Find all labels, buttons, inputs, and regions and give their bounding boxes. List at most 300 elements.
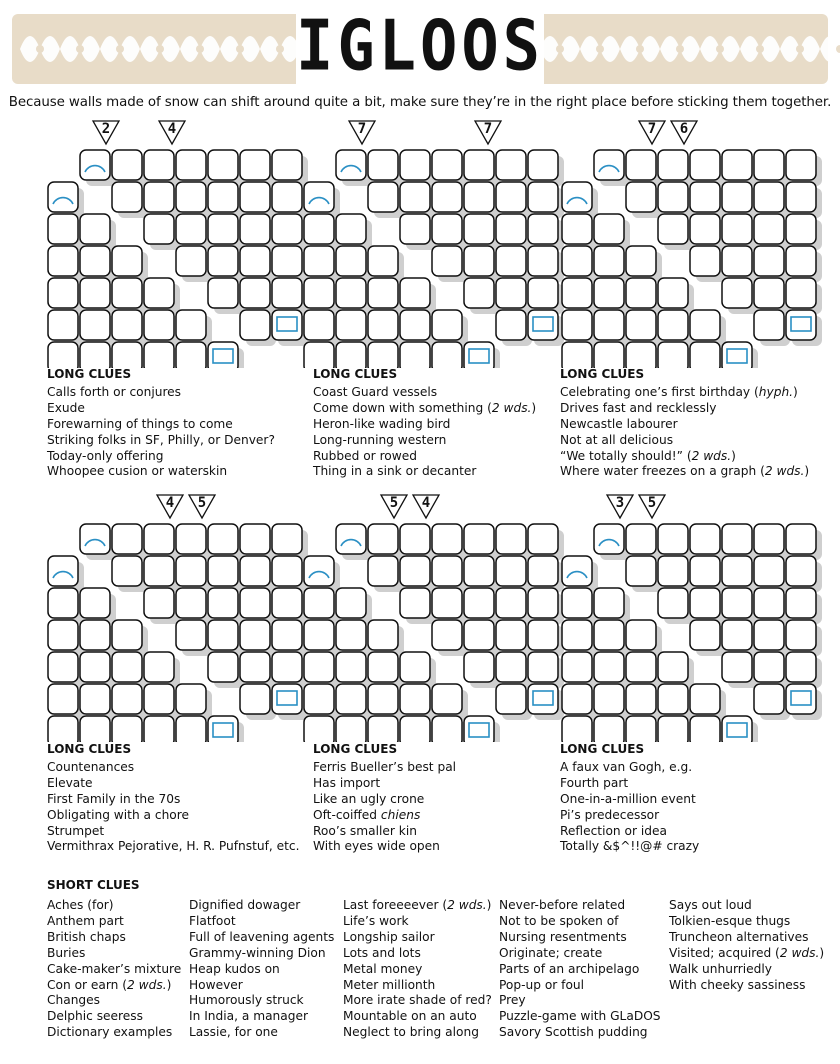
grid-cell[interactable]: [496, 524, 526, 554]
grid-cell[interactable]: [240, 620, 270, 650]
grid-cell[interactable]: [304, 588, 334, 618]
grid-cell[interactable]: [176, 716, 206, 742]
clue: Says out loud: [669, 898, 752, 912]
grid-cell[interactable]: [496, 310, 526, 340]
grid-cell[interactable]: [112, 620, 142, 650]
grid-cell[interactable]: [368, 524, 398, 554]
grid-cell[interactable]: [658, 652, 688, 682]
clue: Has import: [313, 775, 381, 790]
grid-cell[interactable]: [594, 588, 624, 618]
grid-cell[interactable]: [368, 620, 398, 650]
grid-cell[interactable]: [240, 524, 270, 554]
grid-cell[interactable]: [48, 620, 78, 650]
grid-cell[interactable]: [240, 684, 270, 714]
grid-cell[interactable]: [690, 342, 720, 368]
grid-cell[interactable]: [336, 214, 366, 244]
grid-cell[interactable]: [432, 246, 462, 276]
grid-cell[interactable]: [496, 556, 526, 586]
grid-cell[interactable]: [786, 556, 816, 586]
grid-cell[interactable]: [208, 278, 238, 308]
grid-cell[interactable]: [464, 214, 494, 244]
grid-cell[interactable]: [690, 182, 720, 212]
grid-cell[interactable]: [722, 214, 752, 244]
grid-cell[interactable]: [786, 620, 816, 650]
short-clue-column: [189, 898, 334, 1041]
grid-cell[interactable]: [722, 652, 752, 682]
grid-cell[interactable]: [112, 182, 142, 212]
grid-svg: [554, 118, 824, 368]
grid-cell[interactable]: [432, 716, 462, 742]
grid-cell[interactable]: [786, 588, 816, 618]
grid-cell[interactable]: [754, 246, 784, 276]
grid-cell[interactable]: [80, 684, 110, 714]
grid-cell[interactable]: [176, 620, 206, 650]
grid-cell[interactable]: [48, 716, 78, 742]
grid-cell[interactable]: [304, 652, 334, 682]
grid-cell[interactable]: [658, 524, 688, 554]
clue: Cake-maker’s mixture: [47, 961, 182, 976]
clue: Truncheon alternatives: [669, 929, 809, 944]
grid-cell[interactable]: [432, 214, 462, 244]
clue: Where water freezes on a graph (2 wds.): [560, 464, 810, 479]
clue: Anthem part: [47, 913, 124, 928]
grid-cell[interactable]: [144, 342, 174, 368]
grid-cell[interactable]: [80, 214, 110, 244]
grid-cell[interactable]: [464, 524, 494, 554]
grid-cell[interactable]: [368, 246, 398, 276]
intro-text: Because walls made of snow can shift around quite a bit, make sure they’re in the right place before sticking them together.: [8, 95, 832, 110]
grid-cell[interactable]: [562, 652, 592, 682]
grid-cell[interactable]: [368, 342, 398, 368]
grid-cell[interactable]: [562, 684, 592, 714]
grid-svg: [40, 492, 310, 742]
grid-cell[interactable]: [432, 524, 462, 554]
grid-cell[interactable]: [400, 182, 430, 212]
grid-cell[interactable]: [496, 684, 526, 714]
clue-count: 7: [647, 121, 657, 137]
grid-cell[interactable]: [562, 214, 592, 244]
grid-cell[interactable]: [562, 620, 592, 650]
clue-count: 4: [421, 495, 431, 511]
grid-cell[interactable]: [400, 310, 430, 340]
grid-cell[interactable]: [240, 246, 270, 276]
clue-count: 4: [167, 121, 177, 137]
grid-cell[interactable]: [176, 524, 206, 554]
grid-cell[interactable]: [400, 524, 430, 554]
grid-cell[interactable]: [690, 246, 720, 276]
grid-cell[interactable]: [112, 246, 142, 276]
grid-cell[interactable]: [626, 620, 656, 650]
grid-cell[interactable]: [562, 310, 592, 340]
clue: Heron-like wading bird: [313, 416, 451, 431]
clue: Exude: [47, 400, 85, 415]
grid-cell[interactable]: [754, 214, 784, 244]
grid-cell[interactable]: [464, 588, 494, 618]
grid-cell[interactable]: [304, 214, 334, 244]
grid-cell[interactable]: [336, 588, 366, 618]
grid-cell[interactable]: [786, 182, 816, 212]
grid-cell[interactable]: [400, 342, 430, 368]
grid-cell[interactable]: [562, 246, 592, 276]
grid-cell[interactable]: [240, 652, 270, 682]
grid-cell[interactable]: [368, 310, 398, 340]
grid-cell[interactable]: [336, 620, 366, 650]
grid-cell[interactable]: [144, 588, 174, 618]
grid-cell[interactable]: [496, 620, 526, 650]
grid-cell[interactable]: [432, 342, 462, 368]
grid-cell[interactable]: [208, 620, 238, 650]
clue: Today-only offering: [47, 448, 164, 463]
grid-cell[interactable]: [690, 310, 720, 340]
grid-cell[interactable]: [432, 182, 462, 212]
grid-cell[interactable]: [48, 246, 78, 276]
clue: Striking folks in SF, Philly, or Denver?: [47, 432, 275, 447]
grid-cell[interactable]: [240, 310, 270, 340]
clue-count: 6: [679, 121, 689, 137]
grid-cell[interactable]: [496, 214, 526, 244]
grid-cell[interactable]: [240, 278, 270, 308]
grid-svg: [554, 492, 824, 742]
grid-cell[interactable]: [658, 556, 688, 586]
grid-cell[interactable]: [496, 588, 526, 618]
grid-cell[interactable]: [432, 588, 462, 618]
grid-cell[interactable]: [336, 684, 366, 714]
grid-cell[interactable]: [400, 556, 430, 586]
grid-cell[interactable]: [722, 246, 752, 276]
grid-cell[interactable]: [400, 214, 430, 244]
grid-cell[interactable]: [722, 524, 752, 554]
grid-cell[interactable]: [626, 342, 656, 368]
grid-cell[interactable]: [304, 716, 334, 742]
grid-cell[interactable]: [368, 278, 398, 308]
grid-cell[interactable]: [80, 246, 110, 276]
grid-cell[interactable]: [48, 684, 78, 714]
clue: Countenances: [47, 759, 135, 774]
grid-cell[interactable]: [80, 716, 110, 742]
long-clues-header: LONG CLUES: [560, 367, 645, 381]
grid-cell[interactable]: [594, 246, 624, 276]
grid-cell[interactable]: [48, 652, 78, 682]
grid-cell[interactable]: [786, 524, 816, 554]
clue: Like an ugly crone: [313, 791, 425, 806]
grid-cell[interactable]: [658, 214, 688, 244]
grid-cell[interactable]: [432, 150, 462, 180]
grid-cell[interactable]: [786, 246, 816, 276]
igloo-grid-1: [40, 118, 310, 368]
grid-cell[interactable]: [464, 182, 494, 212]
clue: Coast Guard vessels: [313, 384, 438, 399]
clue: Strumpet: [47, 823, 105, 838]
grid-cell[interactable]: [658, 150, 688, 180]
grid-cell[interactable]: [400, 716, 430, 742]
igloo-grid-3: [554, 118, 824, 368]
grid-cell[interactable]: [208, 182, 238, 212]
grid-cell[interactable]: [594, 214, 624, 244]
grid-cell[interactable]: [786, 278, 816, 308]
grid-cell[interactable]: [432, 310, 462, 340]
grid-cell[interactable]: [754, 588, 784, 618]
grid-cell[interactable]: [304, 278, 334, 308]
grid-cell[interactable]: [144, 556, 174, 586]
grid-cell[interactable]: [722, 620, 752, 650]
grid-cell[interactable]: [176, 684, 206, 714]
grid-cell[interactable]: [240, 150, 270, 180]
grid-cell[interactable]: [496, 150, 526, 180]
grid-cell[interactable]: [304, 246, 334, 276]
igloo-grid-5: [296, 492, 566, 742]
grid-cell[interactable]: [464, 246, 494, 276]
grid-cell[interactable]: [368, 182, 398, 212]
grid-cell[interactable]: [464, 150, 494, 180]
grid-cell[interactable]: [626, 182, 656, 212]
grid-cell[interactable]: [112, 684, 142, 714]
grid-cell[interactable]: [690, 214, 720, 244]
grid-cell[interactable]: [658, 588, 688, 618]
grid-cell[interactable]: [754, 620, 784, 650]
grid-cell[interactable]: [690, 150, 720, 180]
clue: Elevate: [47, 775, 93, 790]
grid-cell[interactable]: [176, 310, 206, 340]
grid-cell[interactable]: [208, 652, 238, 682]
grid-cell[interactable]: [626, 652, 656, 682]
grid-cell[interactable]: [112, 342, 142, 368]
grid-cell[interactable]: [176, 214, 206, 244]
grid-cell[interactable]: [112, 716, 142, 742]
grid-cell[interactable]: [432, 620, 462, 650]
grid-cell[interactable]: [754, 524, 784, 554]
clue-count: 3: [615, 495, 625, 511]
long-clues-3: [560, 367, 809, 480]
grid-cell[interactable]: [594, 278, 624, 308]
grid-cell[interactable]: [336, 278, 366, 308]
grid-cell[interactable]: [754, 278, 784, 308]
grid-cell[interactable]: [368, 652, 398, 682]
grid-cell[interactable]: [80, 278, 110, 308]
clue: Drives fast and recklessly: [560, 400, 717, 415]
grid-cell[interactable]: [658, 684, 688, 714]
grid-cell[interactable]: [658, 182, 688, 212]
grid-cell[interactable]: [144, 684, 174, 714]
clue: Buries: [47, 945, 86, 960]
grid-cell[interactable]: [304, 684, 334, 714]
grid-cell[interactable]: [626, 684, 656, 714]
clue: Whoopee cusion or waterskin: [47, 464, 228, 479]
grid-cell[interactable]: [80, 620, 110, 650]
grid-cell[interactable]: [722, 150, 752, 180]
grid-cell[interactable]: [432, 684, 462, 714]
grid-cell[interactable]: [658, 716, 688, 742]
grid-cell[interactable]: [496, 182, 526, 212]
grid-cell[interactable]: [400, 278, 430, 308]
grid-cell[interactable]: [722, 182, 752, 212]
grid-cell[interactable]: [368, 716, 398, 742]
grid-cell[interactable]: [112, 652, 142, 682]
clue-count: 5: [197, 495, 207, 511]
grid-cell[interactable]: [336, 246, 366, 276]
grid-cell[interactable]: [368, 150, 398, 180]
grid-cell[interactable]: [400, 150, 430, 180]
grid-cell[interactable]: [690, 556, 720, 586]
grid-cell[interactable]: [336, 652, 366, 682]
grid-cell[interactable]: [594, 342, 624, 368]
grid-cell[interactable]: [754, 684, 784, 714]
grid-cell[interactable]: [112, 150, 142, 180]
grid-cell[interactable]: [626, 150, 656, 180]
grid-cell[interactable]: [690, 684, 720, 714]
grid-cell[interactable]: [594, 652, 624, 682]
grid-cell[interactable]: [722, 278, 752, 308]
grid-cell[interactable]: [400, 684, 430, 714]
grid-cell[interactable]: [562, 716, 592, 742]
grid-cell[interactable]: [658, 278, 688, 308]
clue: Heap kudos on: [189, 961, 280, 976]
grid-cell[interactable]: [690, 620, 720, 650]
clue: Not to be spoken of: [499, 913, 619, 928]
grid-cell[interactable]: [208, 556, 238, 586]
grid-cell[interactable]: [48, 278, 78, 308]
clue: “We totally should!” (2 wds.): [560, 448, 736, 463]
grid-cell[interactable]: [176, 588, 206, 618]
clue: Celebrating one’s first birthday (hyph.): [560, 384, 798, 399]
grid-cell[interactable]: [594, 620, 624, 650]
grid-cell[interactable]: [336, 310, 366, 340]
grid-cell[interactable]: [112, 278, 142, 308]
grid-svg: [296, 492, 566, 742]
grid-cell[interactable]: [112, 556, 142, 586]
clue: Obligating with a chore: [47, 807, 190, 822]
clue: Calls forth or conjures: [47, 384, 182, 399]
grid-cell[interactable]: [336, 342, 366, 368]
grid-cell[interactable]: [464, 652, 494, 682]
grid-cell[interactable]: [80, 342, 110, 368]
grid-cell[interactable]: [80, 652, 110, 682]
grid-cell[interactable]: [594, 310, 624, 340]
grid-cell[interactable]: [690, 524, 720, 554]
grid-cell[interactable]: [690, 716, 720, 742]
grid-cell[interactable]: [144, 310, 174, 340]
grid-cell[interactable]: [626, 524, 656, 554]
grid-cell[interactable]: [562, 342, 592, 368]
grid-cell[interactable]: [336, 716, 366, 742]
clue: However: [189, 977, 243, 992]
grid-cell[interactable]: [400, 652, 430, 682]
clue: Puzzle-game with GLaDOS: [499, 1009, 661, 1024]
long-clues-1: [47, 367, 275, 480]
grid-cell[interactable]: [722, 556, 752, 586]
grid-cell[interactable]: [48, 310, 78, 340]
grid-cell[interactable]: [368, 556, 398, 586]
clue: Humorously struck: [189, 993, 304, 1008]
clue: First Family in the 70s: [47, 791, 181, 806]
grid-cell[interactable]: [658, 310, 688, 340]
grid-cell[interactable]: [562, 278, 592, 308]
grid-cell[interactable]: [562, 588, 592, 618]
grid-cell[interactable]: [722, 588, 752, 618]
grid-cell[interactable]: [48, 342, 78, 368]
grid-cell[interactable]: [690, 588, 720, 618]
grid-cell[interactable]: [496, 246, 526, 276]
short-clue-column: [47, 898, 181, 1041]
grid-cell[interactable]: [304, 342, 334, 368]
grid-cell[interactable]: [144, 716, 174, 742]
grid-cell[interactable]: [144, 150, 174, 180]
grid-cell[interactable]: [786, 652, 816, 682]
grid-cell[interactable]: [464, 620, 494, 650]
grid-cell[interactable]: [240, 588, 270, 618]
grid-cell[interactable]: [80, 588, 110, 618]
grid-cell[interactable]: [112, 310, 142, 340]
grid-cell[interactable]: [626, 246, 656, 276]
grid-cell[interactable]: [786, 150, 816, 180]
grid-cell[interactable]: [626, 278, 656, 308]
grid-cell[interactable]: [176, 182, 206, 212]
grid-cell[interactable]: [240, 182, 270, 212]
grid-cell[interactable]: [658, 342, 688, 368]
grid-cell[interactable]: [786, 214, 816, 244]
grid-cell[interactable]: [464, 278, 494, 308]
grid-cell[interactable]: [112, 524, 142, 554]
clue: Aches (for): [47, 898, 114, 912]
grid-cell[interactable]: [754, 310, 784, 340]
grid-cell[interactable]: [754, 182, 784, 212]
grid-cell[interactable]: [240, 214, 270, 244]
grid-cell[interactable]: [144, 182, 174, 212]
grid-cell[interactable]: [144, 278, 174, 308]
grid-cell[interactable]: [626, 310, 656, 340]
grid-cell[interactable]: [144, 214, 174, 244]
grid-cell[interactable]: [48, 214, 78, 244]
grid-cell[interactable]: [176, 556, 206, 586]
grid-cell[interactable]: [208, 214, 238, 244]
grid-cell[interactable]: [80, 310, 110, 340]
grid-cell[interactable]: [368, 684, 398, 714]
short-clues-header: SHORT CLUES: [47, 878, 140, 892]
grid-cell[interactable]: [240, 556, 270, 586]
clue: Mountable on an auto: [343, 1009, 477, 1024]
grid-cell[interactable]: [594, 684, 624, 714]
grid-cell[interactable]: [304, 620, 334, 650]
clue: Meter millionth: [343, 977, 436, 992]
grid-cell[interactable]: [496, 278, 526, 308]
igloo-grid-4: [40, 492, 310, 742]
grid-svg: [40, 118, 310, 368]
grid-cell[interactable]: [208, 150, 238, 180]
grid-cell[interactable]: [496, 652, 526, 682]
grid-cell[interactable]: [754, 150, 784, 180]
grid-cell[interactable]: [144, 524, 174, 554]
grid-cell[interactable]: [626, 556, 656, 586]
grid-cell[interactable]: [626, 716, 656, 742]
clue: Pi’s predecessor: [560, 807, 660, 822]
grid-cell[interactable]: [208, 524, 238, 554]
grid-cell[interactable]: [176, 246, 206, 276]
grid-cell[interactable]: [304, 310, 334, 340]
grid-cell[interactable]: [754, 556, 784, 586]
grid-cell[interactable]: [432, 556, 462, 586]
grid-cell[interactable]: [144, 652, 174, 682]
grid-cell[interactable]: [48, 588, 78, 618]
grid-cell[interactable]: [176, 150, 206, 180]
grid-cell[interactable]: [176, 342, 206, 368]
grid-cell[interactable]: [208, 588, 238, 618]
grid-cell[interactable]: [754, 652, 784, 682]
grid-cell[interactable]: [400, 588, 430, 618]
grid-cell[interactable]: [464, 556, 494, 586]
clue: Reflection or idea: [560, 823, 667, 838]
grid-cell[interactable]: [208, 246, 238, 276]
clue: Lassie, for one: [189, 1025, 278, 1040]
grid-cell[interactable]: [594, 716, 624, 742]
